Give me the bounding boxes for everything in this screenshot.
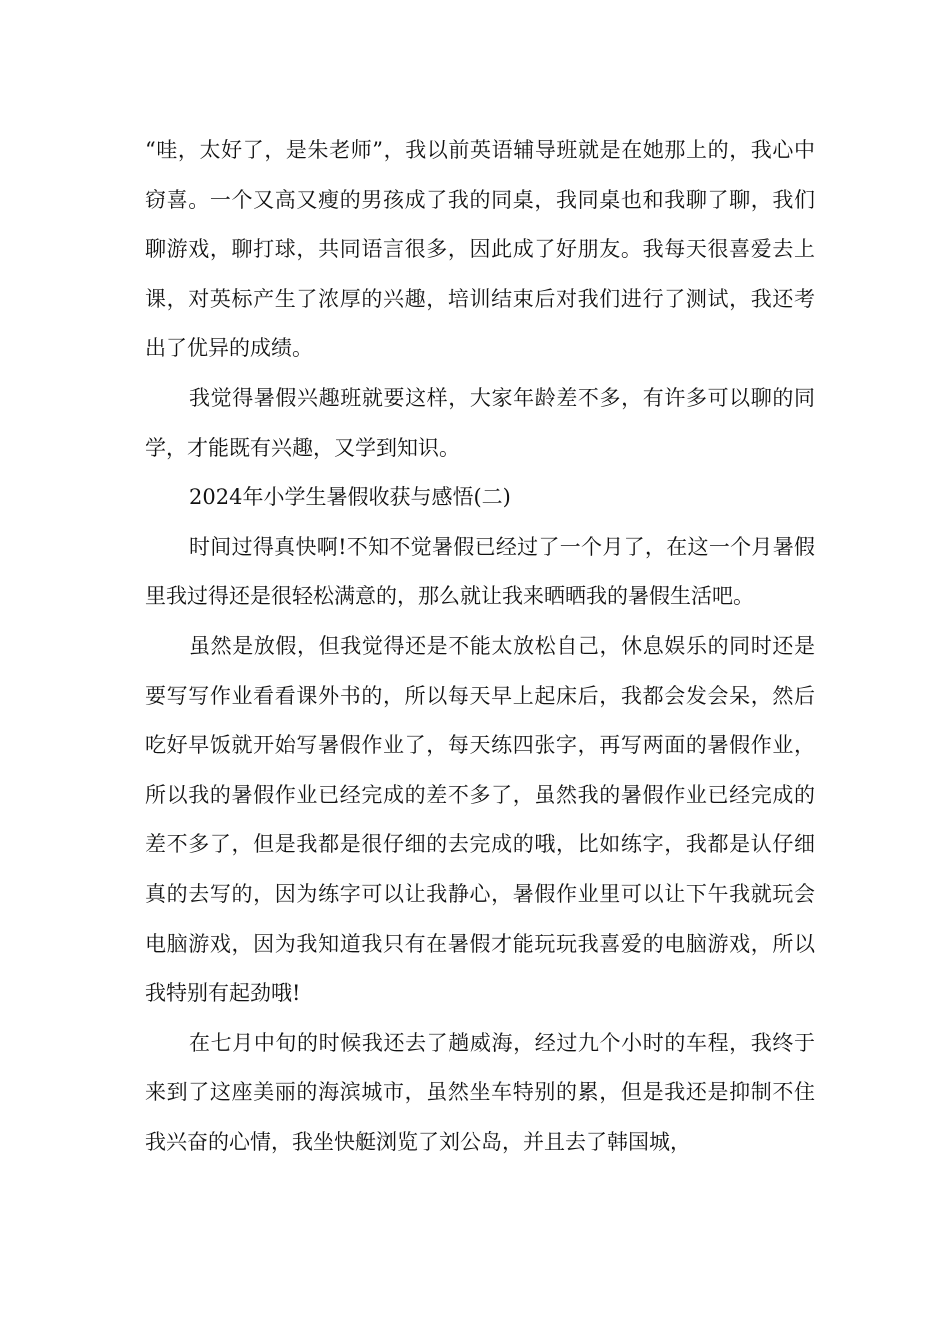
paragraph-2: 我觉得暑假兴趣班就要这样，大家年龄差不多，有许多可以聊的同学，才能既有兴趣，又学到知识。 — [145, 385, 815, 460]
section-heading: 2024年小学生暑假收获与感悟(二) — [189, 485, 511, 510]
paragraph-3: 时间过得真快啊!不知不觉暑假已经过了一个月了，在这一个月暑假里我过得还是很轻松满意的，那么就让我来晒晒我的暑假生活吧。 — [145, 534, 815, 609]
paragraph-5: 在七月中旬的时候我还去了趟威海，经过九个小时的车程，我终于来到了这座美丽的海滨城市，虽然坐车特别的累，但是我还是抑制不住我兴奋的心情，我坐快艇浏览了刘公岛，并且去了韩国城， — [145, 1030, 815, 1154]
paragraph-4: 虽然是放假，但我觉得还是不能太放松自己，休息娱乐的同时还是要写写作业看看课外书的，所以每天早上起床后，我都会发会呆，然后吃好早饭就开始写暑假作业了，每天练四张字，再写两面的暑假作业，所以我的暑假作业已经完成的差不多了，虽然我的暑假作业已经完成的差不多了，但是我都是很仔细的去完成的哦，比如练字，我都是认仔细真的去写的，因为练字可以让我静心，暑假作业里可以让下午我就玩会电脑游戏，因为我知道我只有在暑假才能玩玩我喜爱的电脑游戏，所以我特别有起劲哦! — [145, 633, 815, 1006]
paragraph-1: “哇，太好了，是朱老师”，我以前英语辅导班就是在她那上的，我心中窃喜。一个又高又瘦的男孩成了我的同桌，我同桌也和我聊了聊，我们聊游戏，聊打球，共同语言很多，因此成了好朋友。我每天很喜爱去上课，对英标产生了浓厚的兴趣，培训结束后对我们进行了测试，我还考出了优异的成绩。 — [145, 138, 815, 361]
document-body — [145, 126, 815, 1167]
